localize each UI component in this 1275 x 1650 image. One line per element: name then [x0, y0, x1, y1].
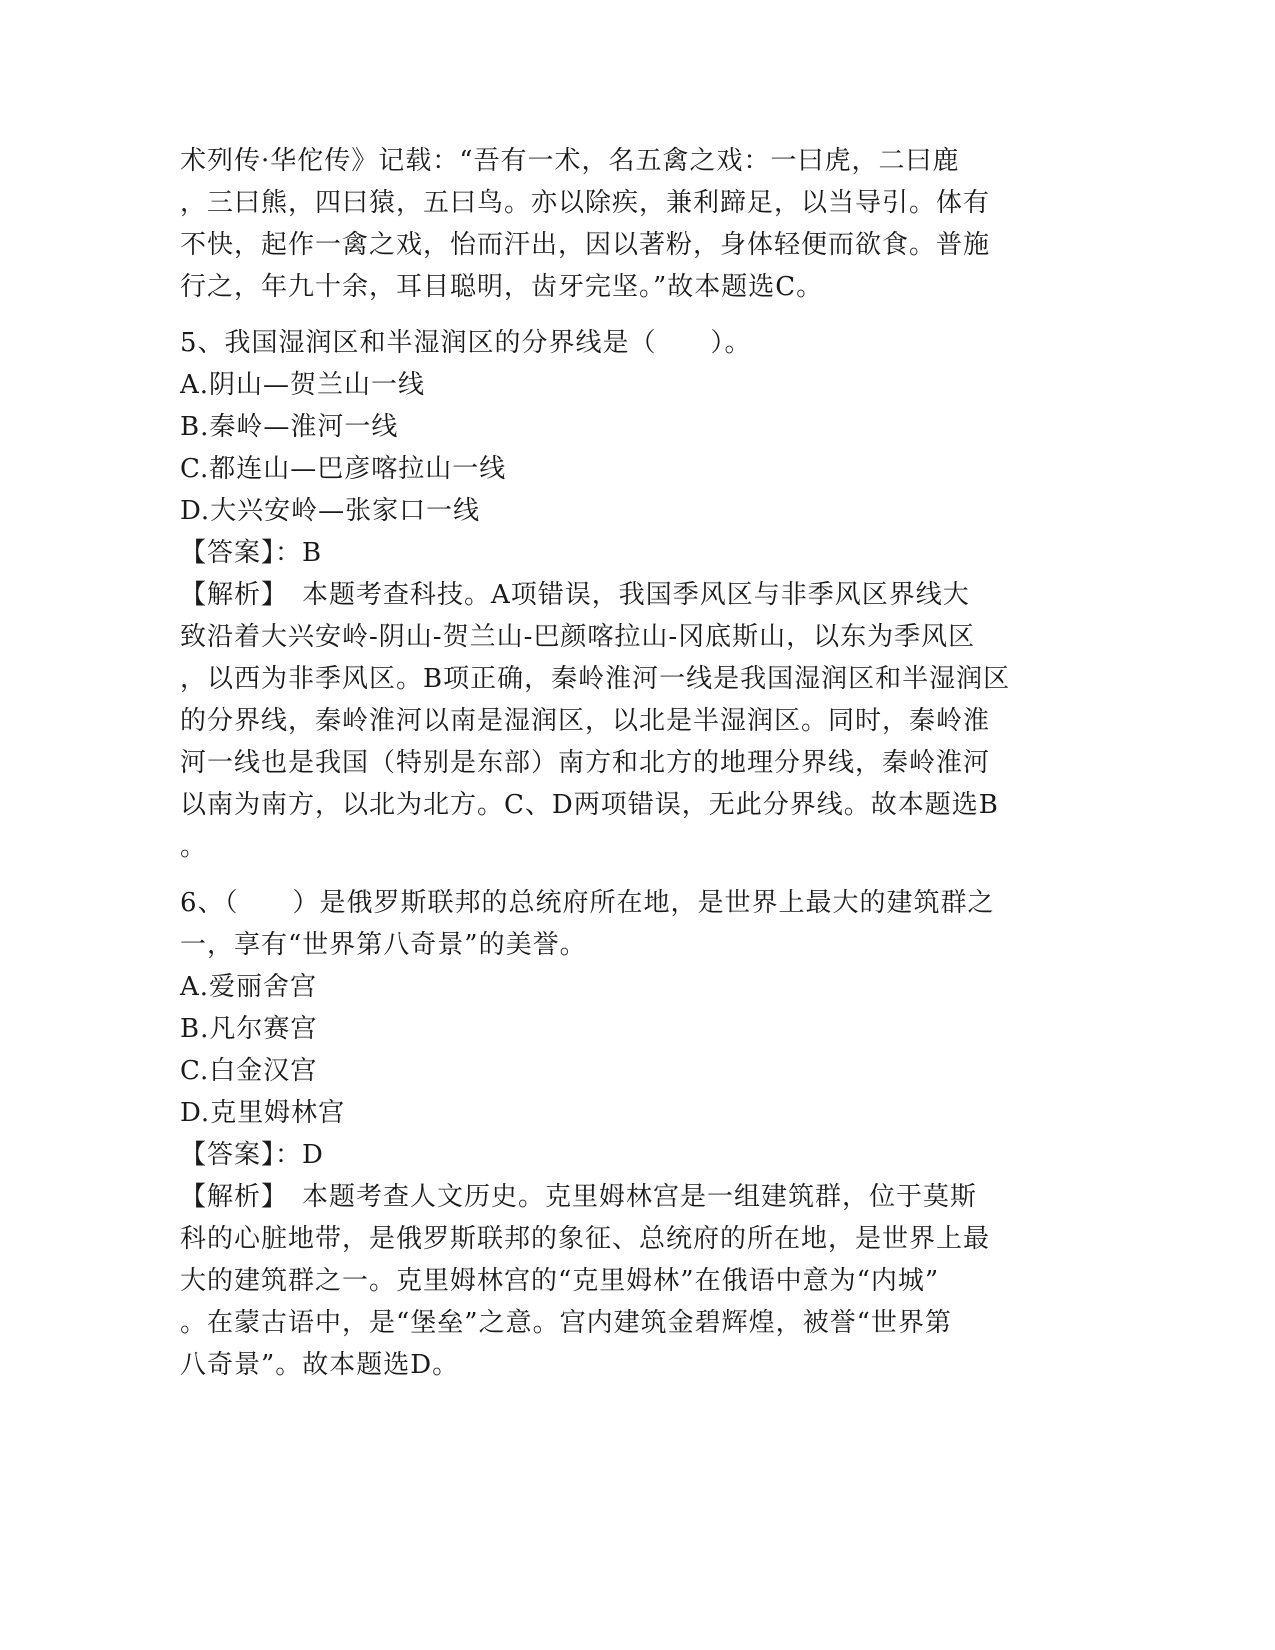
document-page [180, 140, 1060, 1386]
option-b: B.凡尔赛宫 [180, 1014, 318, 1044]
text-line: 不快，起作一禽之戏，怡而汗出，因以著粉，身体轻便而欲食。普施 [180, 230, 991, 260]
question-6 [180, 882, 1060, 1386]
intro-paragraph [180, 140, 1060, 308]
question-text: 6、（ ）是俄罗斯联邦的总统府所在地，是世界上最大的建筑群之 [180, 888, 995, 918]
option-d: D.大兴安岭—张家口一线 [180, 496, 481, 526]
answer-line: 【答案】：D [180, 1140, 324, 1170]
analysis-line: 大的建筑群之一。克里姆林宫的“克里姆林”在俄语中意为“内城” [180, 1266, 940, 1296]
analysis-line: 【解析】 本题考查科技。A项错误，我国季风区与非季风区界线大 [180, 580, 970, 610]
question-text: 一，享有“世界第八奇景”的美誉。 [180, 930, 587, 960]
option-a: A.爱丽舍宫 [180, 972, 318, 1002]
option-c: C.都连山—巴彦喀拉山一线 [180, 454, 507, 484]
text-line: 术列传·华佗传》记载：“吾有一术，名五禽之戏：一曰虎，二曰鹿 [180, 146, 960, 176]
answer-line: 【答案】：B [180, 538, 323, 568]
analysis-line: 致沿着大兴安岭-阴山-贺兰山-巴颜喀拉山-冈底斯山，以东为季风区 [180, 622, 976, 652]
analysis-line: 。在蒙古语中，是“堡垒”之意。宫内建筑金碧辉煌，被誉“世界第 [180, 1308, 952, 1338]
text-line: ，三曰熊，四曰猿，五曰鸟。亦以除疾，兼利蹄足，以当导引。体有 [180, 188, 991, 218]
option-c: C.白金汉宫 [180, 1056, 318, 1086]
analysis-line: 河一线也是我国（特别是东部）南方和北方的地理分界线，秦岭淮河 [180, 748, 991, 778]
analysis-line: 【解析】 本题考查人文历史。克里姆林宫是一组建筑群，位于莫斯 [180, 1182, 978, 1212]
question-5 [180, 322, 1060, 868]
analysis-line: ，以西为非季风区。B项正确，秦岭淮河一线是我国湿润区和半湿润区 [180, 664, 1011, 694]
option-a: A.阴山—贺兰山一线 [180, 370, 426, 400]
analysis-line: 。 [180, 832, 208, 862]
analysis-line: 以南为南方，以北为北方。C、D两项错误，无此分界线。故本题选B [180, 790, 999, 820]
analysis-line: 的分界线，秦岭淮河以南是湿润区，以北是半湿润区。同时，秦岭淮 [180, 706, 991, 736]
analysis-block [180, 574, 1060, 868]
option-d: D.克里姆林宫 [180, 1098, 346, 1128]
analysis-line: 八奇景”。故本题选D。 [180, 1350, 460, 1380]
analysis-line: 科的心脏地带，是俄罗斯联邦的象征、总统府的所在地，是世界上最 [180, 1224, 991, 1254]
text-line: 行之，年九十余，耳目聪明，齿牙完坚。”故本题选C。 [180, 272, 824, 302]
question-text: 5、我国湿润区和半湿润区的分界线是（ ）。 [180, 328, 752, 358]
option-b: B.秦岭—淮河一线 [180, 412, 399, 442]
analysis-block [180, 1176, 1060, 1386]
